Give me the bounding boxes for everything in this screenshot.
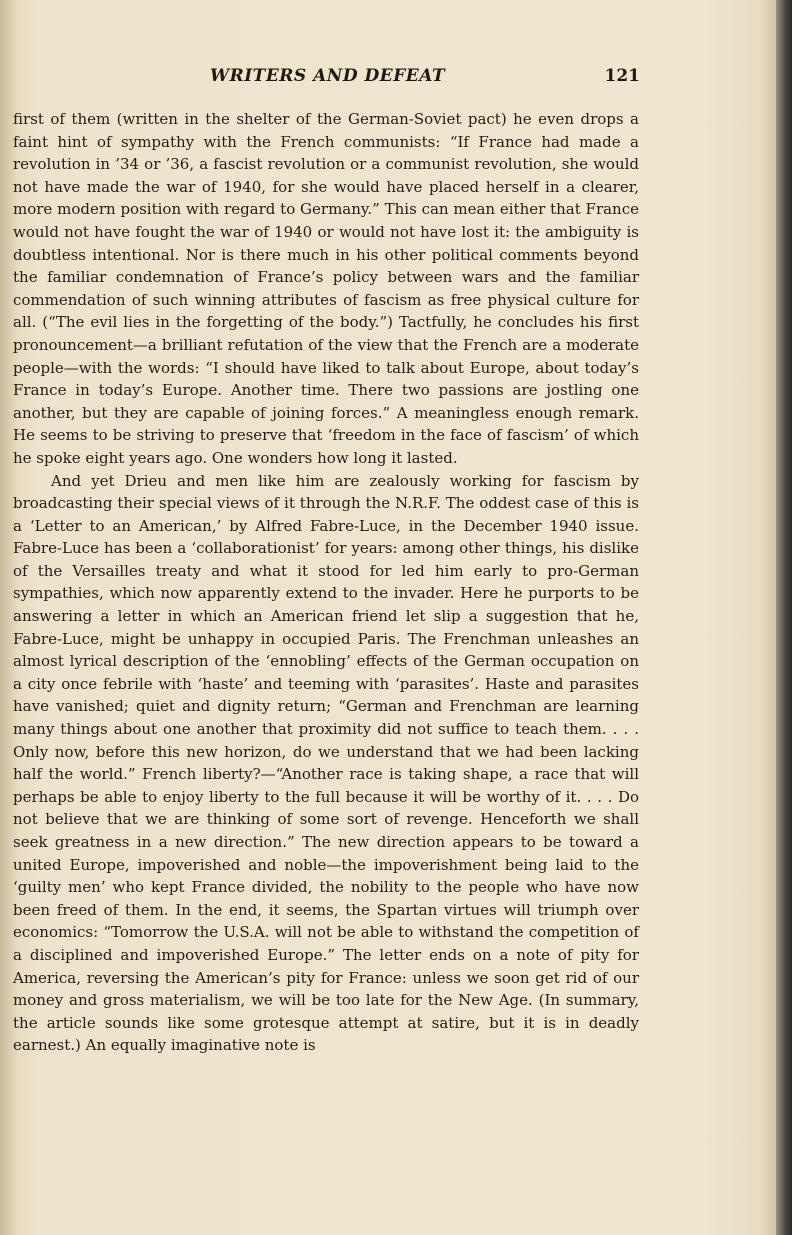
- paragraph-continued: first of them (written in the shelter of the German-Soviet pact) he even drops a faint hint of sympathy with the French communists: “If France had made a revolution in ’34 or ’36, a fascist revolution or a communist revolution, she would not have made the war of 1940, for she would have placed herself in a clearer, more modern position with regard to Germany.” This can mean either that France would not have fought the war of 1940 or would not have lost it: the ambiguity is doubtless intentional. Nor is there much in his other political comments beyond the familiar condemnation of France’s policy between wars and the familiar commendation of such winning attributes of fascism as free physical culture for all. (“The evil lies in the forgetting of the body.”) Tactfully, he concludes his first pronouncement—a brilliant refutation of the view that the French are a moderate people—with the words: “I should have liked to talk about Europe, about today’s France in today’s Europe. Another time. There two passions are jostling one another, but they are capable of joining forces.” A meaningless enough remark. He seems to be striving to preserve that ‘freedom in the face of fascism’ of which he spoke eight years ago. One wonders how long it lasted.: [13, 110, 639, 467]
- page-number: 121: [604, 66, 640, 86]
- page-header: [210, 66, 640, 90]
- paragraph: And yet Drieu and men like him are zealously working for fascism by broadcasting their special views of it through the N.R.F. The oddest case of this is a ‘Letter to an American,’ by Alfred Fabre-Luce, in the December 1940 issue. Fabre-Luce has been a ‘collaborationist’ for years: among other things, his dislike of the Versailles treaty and what it stood for led him early to pro-German sympathies, which now apparently extend to the invader. Here he purports to be answering a letter in which an American friend let slip a suggestion that he, Fabre-Luce, might be unhappy in occupied Paris. The Frenchman unleashes an almost lyrical description of the ‘ennobling’ effects of the German occupation on a city once febrile with ‘haste’ and teeming with ‘parasites’. Haste and parasites have vanished; quiet and dignity return; “German and Frenchman are learning many things about one another that proximity did not suffice to teach them. . . . Only now, before this new horizon, do we understand that we had been lacking half the world.” French liberty?—“Another race is taking shape, a race that will perhaps be able to enjoy liberty to the full because it will be worthy of it. . . . Do not believe that we are thinking of some sort of revenge. Henceforth we shall seek greatness in a new direction.” The new direction appears to be toward a united Europe, impoverished and noble—the impoverishment being laid to the ‘guilty men’ who kept France divided, the nobility to the people who have now been freed of them. In the end, it seems, the Spartan virtues will triumph over economics: “Tomorrow the U.S.A. will not be able to withstand the competition of a disciplined and impoverished Europe.” The letter ends on a note of pity for America, reversing the American’s pity for France: unless we soon get rid of our money and gross materialism, we will be too late for the New Age. (In summary, the article sounds like some grotesque attempt at satire, but it is in deadly earnest.) An equally imaginative note is: [13, 471, 639, 1055]
- body-text: [13, 108, 639, 1057]
- running-title: WRITERS AND DEFEAT: [210, 66, 446, 86]
- page-edge-shadow: [776, 0, 792, 1235]
